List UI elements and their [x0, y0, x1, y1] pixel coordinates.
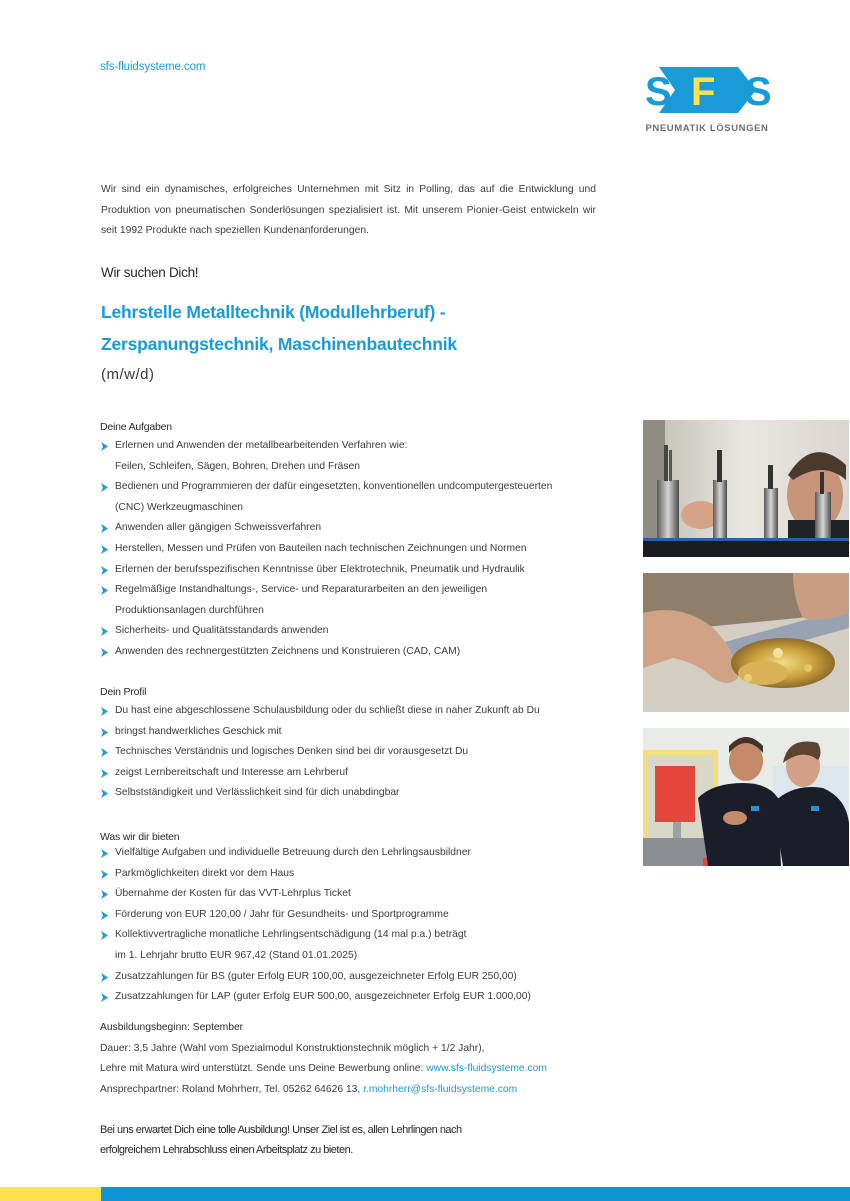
chevron-right-icon — [100, 849, 109, 858]
logo-tagline: PNEUMATIK LÖSUNGEN — [645, 123, 769, 134]
list-item: bringst handwerkliches Geschick mit — [100, 722, 595, 743]
chevron-right-icon — [100, 707, 109, 716]
sfs-logo-mark — [642, 63, 772, 121]
list-item: Anwenden des rechnergestützten Zeichnens und Konstruieren (CAD, CAM) — [100, 642, 595, 663]
company-intro: Wir sind ein dynamisches, erfolgreiches Unternehmen mit Sitz in Polling, das auf die Entwicklung und Produktion von pneumatischen Sonderlösungen spezialisiert ist. Mit unserem Pionier-Geist entwickeln wir seit 1992 Produkte nach speziellen Kundenanforderungen. — [101, 184, 596, 236]
chevron-right-icon — [100, 545, 109, 554]
photo-trainer-apprentice — [643, 728, 849, 866]
section-bieten — [100, 831, 595, 1008]
apply-website-link[interactable]: www.sfs-fluidsysteme.com — [426, 1063, 547, 1074]
gender-note: (m/w/d) — [101, 366, 155, 383]
contact-line: Ansprechpartner: Roland Mohrherr, Tel. 05262 64626 13, r.mohrherr@sfs-fluidsysteme.com — [100, 1083, 518, 1095]
chevron-right-icon — [100, 911, 109, 920]
list-item: Regelmäßige Instandhaltungs-, Service- und Reparaturarbeiten an den jeweiligen Produktionsanlagen durchführen — [100, 580, 595, 621]
list-item: Zusatzzahlungen für BS (guter Erfolg EUR 100,00, ausgezeichneter Erfolg EUR 250,00) — [100, 967, 595, 988]
svg-text:S: S — [745, 70, 772, 114]
list-item: zeigst Lernbereitschaft und Interesse am Lehrberuf — [100, 763, 595, 784]
chevron-right-icon — [100, 483, 109, 492]
apply-line: Lehre mit Matura wird unterstützt. Sende uns Deine Bewerbung online: www.sfs-fluidsysteme.com — [100, 1063, 547, 1074]
section-profil — [100, 686, 595, 804]
chevron-right-icon — [100, 890, 109, 899]
chevron-right-icon — [100, 442, 109, 451]
section-title: Dein Profil — [100, 686, 147, 698]
chevron-right-icon — [100, 566, 109, 575]
svg-text:S: S — [645, 70, 672, 114]
chevron-right-icon — [100, 728, 109, 737]
profil-list — [100, 701, 595, 804]
training-duration: Dauer: 3,5 Jahre (Wahl vom Spezialmodul Konstruktionstechnik möglich + 1/2 Jahr), — [100, 1042, 485, 1054]
list-item: Erlernen der berufsspezifischen Kenntnisse über Elektrotechnik, Pneumatik und Hydraulik — [100, 560, 595, 581]
list-item: Förderung von EUR 120,00 / Jahr für Gesundheits- und Sportprogramme — [100, 905, 595, 926]
training-info — [100, 1018, 620, 1100]
list-item: Übernahme der Kosten für das VVT-Lehrplus Ticket — [100, 884, 595, 905]
chevron-right-icon — [100, 789, 109, 798]
chevron-right-icon — [100, 627, 109, 636]
training-start: Ausbildungsbeginn: September — [100, 1022, 244, 1033]
job-title-line-1: Lehrstelle Metalltechnik (Modullehrberuf) - — [101, 302, 446, 322]
chevron-right-icon — [100, 769, 109, 778]
chevron-right-icon — [100, 931, 109, 940]
footer-yellow-segment — [0, 1187, 101, 1201]
list-item: Vielfältige Aufgaben und individuelle Betreuung durch den Lehrlingsausbildner — [100, 843, 595, 864]
list-item: Du hast eine abgeschlossene Schulausbildung oder du schließt diese in naher Zukunft ab Du — [100, 701, 595, 722]
section-title: Deine Aufgaben — [100, 421, 172, 433]
closing-statement: Bei uns erwartet Dich eine tolle Ausbildung! Unser Ziel ist es, allen Lehrlingen nach erfolgreichem Lehrabschluss einen Arbeitsplatz zu bieten. — [100, 1124, 462, 1156]
list-item: Sicherheits- und Qualitätsstandards anwenden — [100, 621, 595, 642]
photo-metal-chips — [643, 573, 849, 712]
section-aufgaben — [100, 421, 595, 663]
section-title: Was wir dir bieten — [100, 831, 180, 843]
list-item: Technisches Verständnis und logisches Denken sind bei dir vorausgesetzt Du — [100, 742, 595, 763]
contact-email-link[interactable]: r.mohrherr@sfs-fluidsysteme.com — [363, 1083, 518, 1095]
list-item: Anwenden aller gängigen Schweissverfahren — [100, 518, 595, 539]
chevron-right-icon — [100, 748, 109, 757]
list-item: Herstellen, Messen und Prüfen von Bauteilen nach technischen Zeichnungen und Normen — [100, 539, 595, 560]
chevron-right-icon — [100, 870, 109, 879]
list-item: Erlernen und Anwenden der metallbearbeitenden Verfahren wie: Feilen, Schleifen, Sägen, Bohren, Drehen und Fräsen — [100, 436, 595, 477]
footer-color-bar — [0, 1187, 850, 1201]
site-url-link[interactable]: sfs-fluidsysteme.com — [100, 61, 206, 73]
kicker-text: Wir suchen Dich! — [101, 265, 199, 280]
chevron-right-icon — [100, 586, 109, 595]
list-item: Selbstständigkeit und Verlässlichkeit sind für dich unabdingbar — [100, 783, 595, 804]
chevron-right-icon — [100, 973, 109, 982]
chevron-right-icon — [100, 524, 109, 533]
chevron-right-icon — [100, 993, 109, 1002]
list-item: Parkmöglichkeiten direkt vor dem Haus — [100, 864, 595, 885]
job-title-line-2: Zerspanungstechnik, Maschinenbautechnik — [101, 334, 457, 354]
list-item: Zusatzzahlungen für LAP (guter Erfolg EUR 500,00, ausgezeichneter Erfolg EUR 1.000,00) — [100, 987, 595, 1008]
bieten-list — [100, 843, 595, 1008]
photo-tools — [643, 420, 849, 557]
list-item: Bedienen und Programmieren der dafür eingesetzten, konventionellen undcomputergesteuerten (CNC) Werkzeugmaschinen — [100, 477, 595, 518]
sfs-logo — [642, 63, 772, 138]
aufgaben-list — [100, 436, 595, 663]
chevron-right-icon — [100, 648, 109, 657]
svg-text:F: F — [691, 70, 716, 114]
list-item: Kollektivvertragliche monatliche Lehrlingsentschädigung (14 mal p.a.) beträgt im 1. Lehrjahr brutto EUR 967,42 (Stand 01.01.2025) — [100, 925, 595, 966]
job-title — [101, 296, 621, 360]
footer-blue-segment — [101, 1187, 850, 1201]
